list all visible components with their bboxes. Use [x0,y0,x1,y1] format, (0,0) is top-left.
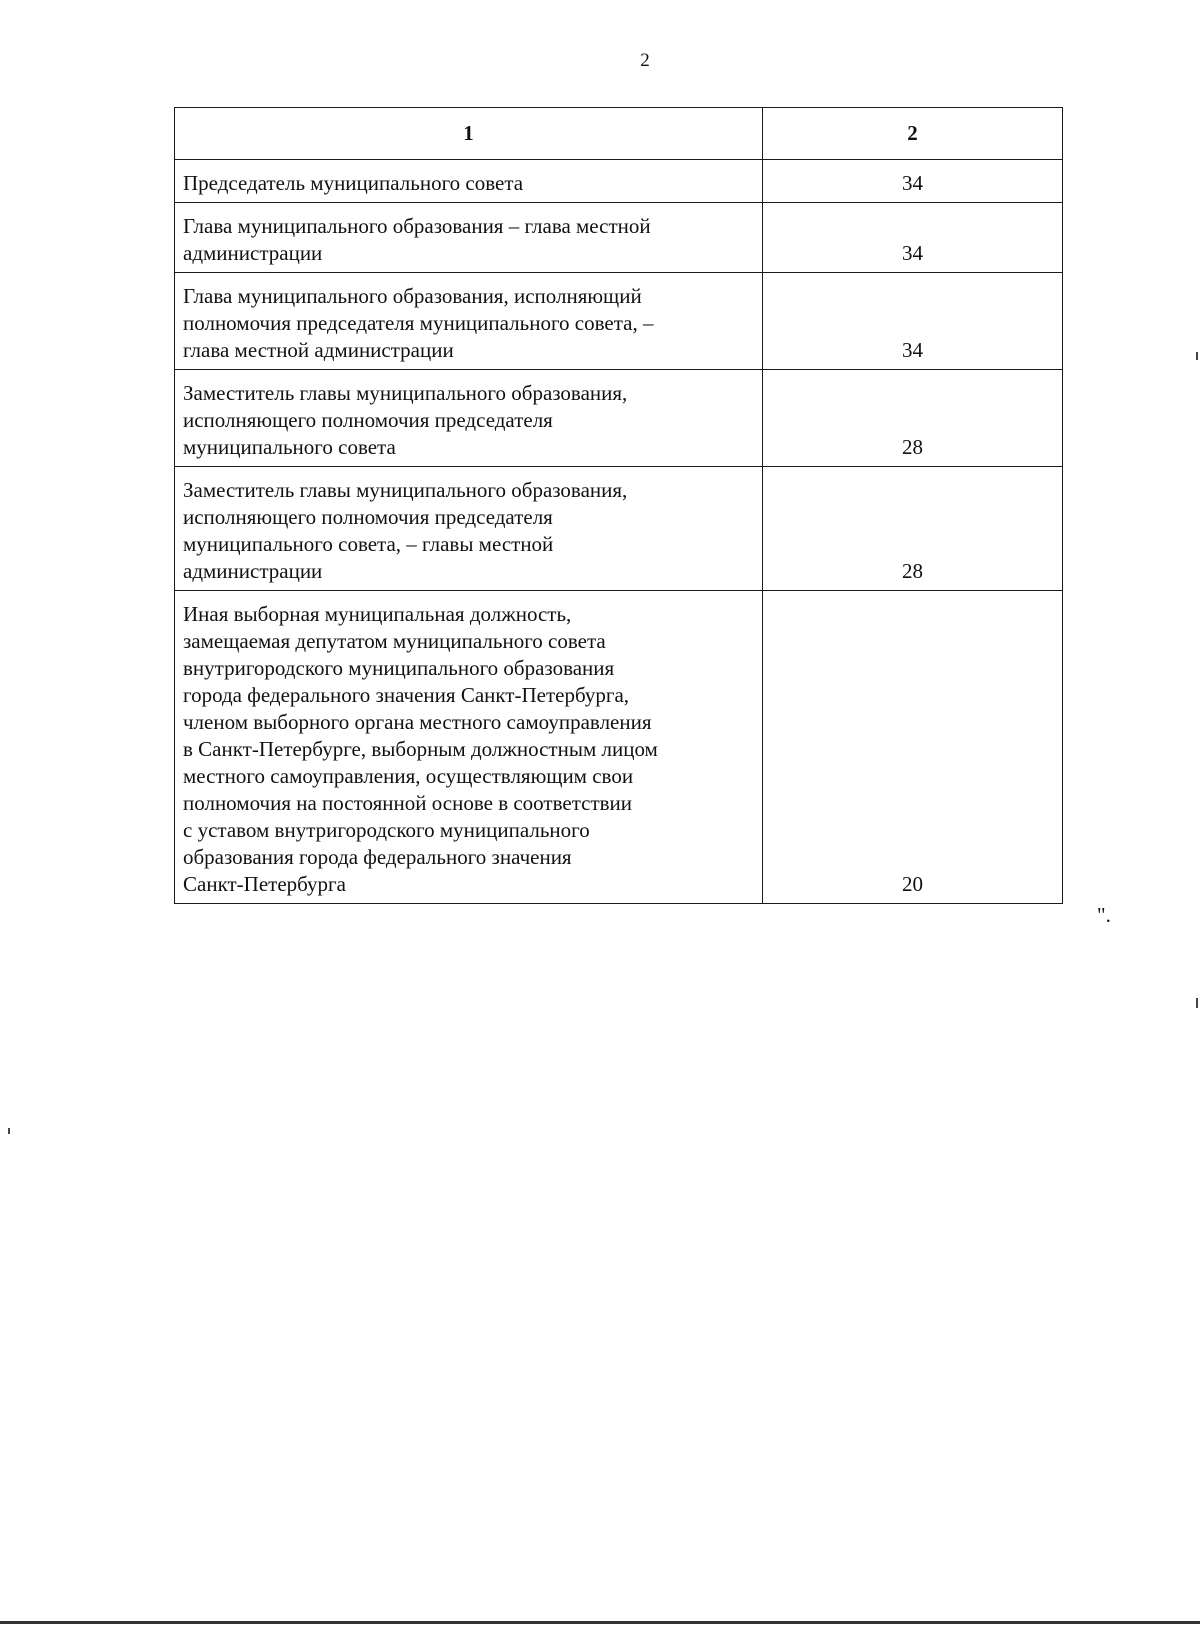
position-value-cell: 34 [763,160,1063,203]
scan-speck [8,1128,10,1134]
position-name-cell [175,370,763,467]
position-name-line: муниципального совета [183,435,396,459]
position-name-line: муниципального совета, – главы местной [183,532,554,556]
position-name-line: города федерального значения Санкт-Петербурга, [183,683,630,707]
position-value-cell: 20 [763,591,1063,904]
position-value-cell: 28 [763,467,1063,591]
position-name-line: администрации [183,559,323,583]
position-name-cell [175,273,763,370]
position-name-line: внутригородского муниципального образования [183,656,615,680]
header-column-2: 2 [763,108,1063,160]
position-name-line: исполняющего полномочия председателя [183,505,553,529]
positions-table [174,107,1063,904]
position-name-cell [175,467,763,591]
table-row [175,370,1063,467]
position-name-line: исполняющего полномочия председателя [183,408,553,432]
page-number: 2 [640,50,650,71]
position-value-cell: 28 [763,370,1063,467]
table-row [175,273,1063,370]
position-name-line: полномочия председателя муниципального совета, – [183,311,654,335]
position-name-line: в Санкт-Петербурге, выборным должностным лицом [183,737,658,761]
table-row [175,203,1063,273]
position-name-line: полномочия на постоянной основе в соответствии [183,791,633,815]
table-row [175,160,1063,203]
position-value-cell: 34 [763,273,1063,370]
position-name-line: администрации [183,241,323,265]
position-name-line: образования города федерального значения [183,845,572,869]
position-name-line: Председатель муниципального совета [183,171,524,195]
position-name-line: Глава муниципального образования – глава местной [183,214,651,238]
position-name-line: местного самоуправления, осуществляющим свои [183,764,634,788]
position-name-line: с уставом внутригородского муниципального [183,818,590,842]
position-name-cell [175,160,763,203]
position-name-line: Санкт-Петербурга [183,872,346,896]
header-column-1: 1 [175,108,763,160]
position-name-line: Заместитель главы муниципального образования, [183,478,628,502]
position-name-line: членом выборного органа местного самоуправления [183,710,652,734]
position-name-line: Глава муниципального образования, исполняющий [183,284,642,308]
position-name-line: Заместитель главы муниципального образования, [183,381,628,405]
table-header-row [175,108,1063,160]
position-name-line: замещаемая депутатом муниципального совета [183,629,606,653]
closing-quote-mark: ". [1097,903,1111,927]
position-name-cell [175,203,763,273]
table-row [175,467,1063,591]
position-name-line: глава местной администрации [183,338,454,362]
scan-speck [1196,998,1198,1008]
scan-bottom-edge [0,1621,1200,1624]
position-value-cell: 34 [763,203,1063,273]
table-row [175,591,1063,904]
position-name-line: Иная выборная муниципальная должность, [183,602,572,626]
position-name-cell [175,591,763,904]
scan-speck [1196,352,1198,360]
